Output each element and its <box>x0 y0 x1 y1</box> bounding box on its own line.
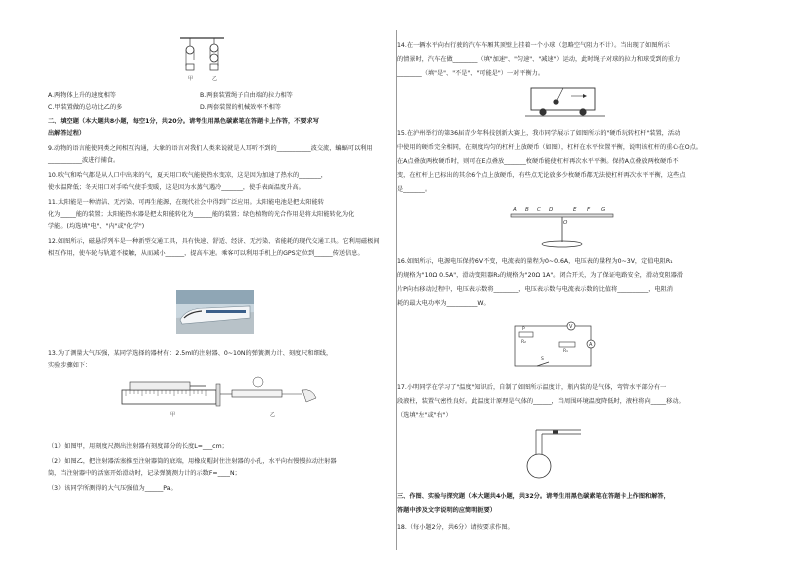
q16-line3: 片P向右移动过程中，电压表示数将________，电压表示数与电流表示数的比值将__________，电阻消 <box>397 286 673 293</box>
pulley-label-a: 甲 <box>188 76 194 82</box>
q16-line1: 16.如图所示，电源电压保持6V不变，电流表的量程为0~0.6A，电压表的量程为0~3V，定值电阻R₁ <box>397 258 673 265</box>
circuit-ammeter: A <box>589 342 593 348</box>
fig13-label-a: 甲 <box>170 412 176 418</box>
q13-step2a: （2）如图乙，把注射器活塞推至注射器筒的底端，用橡皮帽封住注射器的小孔，水平向右慢慢拉动注射器 <box>48 458 337 465</box>
car-ball-figure <box>525 84 605 118</box>
maglev-train-photo <box>176 290 254 334</box>
q11-line2: 化为_____能的装置；太阳能热水器是把太阳能转化为______能的装置；绿色植物的光合作用是将太阳能转化为化 <box>48 211 355 218</box>
lever-point-a: A <box>513 207 517 213</box>
q13-line2: 实验步骤如下： <box>48 362 92 369</box>
q13-line1: 13.为了测量大气压强，某同学选择的器材有：2.5ml的注射器、0~10N的弹簧测力计、刻度尺和细线， <box>48 350 333 357</box>
lever-point-c: C <box>537 207 541 213</box>
q10-line1: 10.吹气和哈气都是从人口中出来的气，夏天用口吹气能使热水变凉，这是因为加速了热水的_______， <box>48 172 327 179</box>
q12-line2: 相互作用，使车轮与轨道不接触，从而减小______，提高车速。乘客可以利用手机上的GPS定位到______传送信息。 <box>48 250 364 257</box>
q14-line1: 14.在一辆水平向右行驶的汽车车厢其顶壁上挂着一个小球（忽略空气阻力不计）。当出现了如图所示 <box>397 42 670 49</box>
q11-line3: 学能。(均选填"电"、"内"或"化学") <box>48 223 145 230</box>
q15-line2: 中使用的硬币完全相同，在刻度均匀的杠杆上放硬币（如图），杠杆在水平位置平衡，说明该杠杆的重心在O点。 <box>397 144 702 151</box>
circuit-p-label: P <box>522 327 525 332</box>
q13-step3: （3）该同学所测得的大气压强值为______Pa。 <box>48 485 177 492</box>
circuit-voltmeter: V <box>569 324 573 330</box>
circuit-switch-label: S <box>541 357 544 362</box>
q13-step1: （1）如图甲，用刻度尺测出注射器有刻度部分的长度L=___cm； <box>48 443 228 450</box>
q13-step2b: 筒，当注射器中的活塞开始滑动时，记录弹簧测力计的示数F=____N； <box>48 470 241 477</box>
lever-pivot-o: O <box>563 220 568 226</box>
option-a: A.两物体上升的速度相等 <box>48 92 116 99</box>
q16-line2: 的规格为"10Ω 0.5A"，滑动变阻器R₂的规格为"20Ω 1A"。闭合开关，为了保证电路安全，滑动变阻器滑 <box>397 272 684 279</box>
section3-title: 三、作图、实验与探究题（本大题共4小题，共32分。请考生用黑色碳素笔在答题卡上作图和解答， <box>397 493 670 500</box>
q15-line3: 在A点叠放两枚硬币时，则可在E点叠放_______枚硬币能使杠杆再次水平平衡。保持A点叠放两枚硬币不 <box>397 158 679 165</box>
q17-line3: （选填"左"或"右"） <box>397 412 452 419</box>
syringe-ruler-figure <box>120 376 320 426</box>
flask-thermometer-figure <box>525 424 585 482</box>
q16-line4: 耗的最大电功率为__________W。 <box>397 300 490 307</box>
q15-line4: 变，在杠杆上已标出的其余6个点上放硬币，有些点无论放多少枚硬币都无法使杠杆再次水平平衡，这些点 <box>397 172 686 179</box>
circuit-r1-label: R₁ <box>563 349 568 354</box>
q15-line1: 15.在泸州举行的第36届青少年科技创新大赛上，我市同学展示了如图所示的"硬币玩转杠杆"装置，活动 <box>397 130 681 137</box>
q9-line2: ___________波进行捕食。 <box>48 157 120 164</box>
lever-figure <box>507 204 617 250</box>
q10-line2: 使水温降低；冬天用口对手哈气使手变暖，这是因为水蒸气遇冷_______，使手表面温度升高。 <box>48 184 305 191</box>
option-b: B.两套装置绳子自由端的拉力相等 <box>200 92 293 99</box>
q17-line1: 17.小明同学在学习了"温度"知识后，自制了如图所示温度计，瓶内装的是气体，弯管水平部分有一 <box>397 384 667 391</box>
circuit-r2-label: R₂ <box>521 340 526 345</box>
section3-title-cont: 答题中涉及文字说明的应简明扼要） <box>397 507 496 514</box>
lever-point-b: B <box>525 207 529 213</box>
lever-point-g: G <box>601 207 606 213</box>
pulley-figure <box>178 36 238 86</box>
q12-line1: 12.如图所示，磁悬浮列车是一种新型交通工具，具有快速、舒适、经济、无污染、省能耗的现代交通工具。它利用磁极间 <box>48 238 380 245</box>
q14-line2: 的情景时，汽车在做________（填"加速"、"匀速"、"减速"）运动，此时绳子对球的拉力和球受到的重力 <box>397 56 681 63</box>
q9-line1: 9.动物的语言能使同类之间相互沟通，大象的语言对我们人类来说就是人耳听不到的___________波交流，蝙蝠可以利用 <box>48 145 373 152</box>
lever-point-d: D <box>549 207 554 213</box>
lever-point-e: E <box>573 207 577 213</box>
option-d: D.两套装置的机械效率不相等 <box>200 104 281 111</box>
circuit-figure <box>509 318 599 372</box>
fig13-label-b: 乙 <box>270 412 276 418</box>
lever-point-f: F <box>587 207 591 213</box>
section2-title: 二、填空题（本大题共8小题，每空1分，共20分。请考生用黑色碳素笔在答题卡上作答，不要求写 <box>48 118 319 125</box>
section2-title-cont: 出解答过程） <box>48 130 86 137</box>
pulley-label-b: 乙 <box>212 76 218 82</box>
q17-line2: 段液柱，装置气密性良好。此温度计原理是气体的______，当周围环境温度降低时，液柱将向_____移动。 <box>397 398 685 405</box>
q18-line: 18.（每小题2分，共6分）请按要求作图。 <box>397 524 514 531</box>
q15-line5: 是_______。 <box>397 186 432 193</box>
q11-line1: 11.太阳能是一种清洁、无污染、可再生能源，在现代社会中得到广泛应用。太阳能电池是把太阳能转 <box>48 199 324 206</box>
right-column <box>397 0 794 562</box>
q14-line3: ________（填"是"、"不是"、"可能是"）一对平衡力。 <box>397 70 545 77</box>
option-c: C.甲装置做的总功比乙的多 <box>48 104 123 111</box>
